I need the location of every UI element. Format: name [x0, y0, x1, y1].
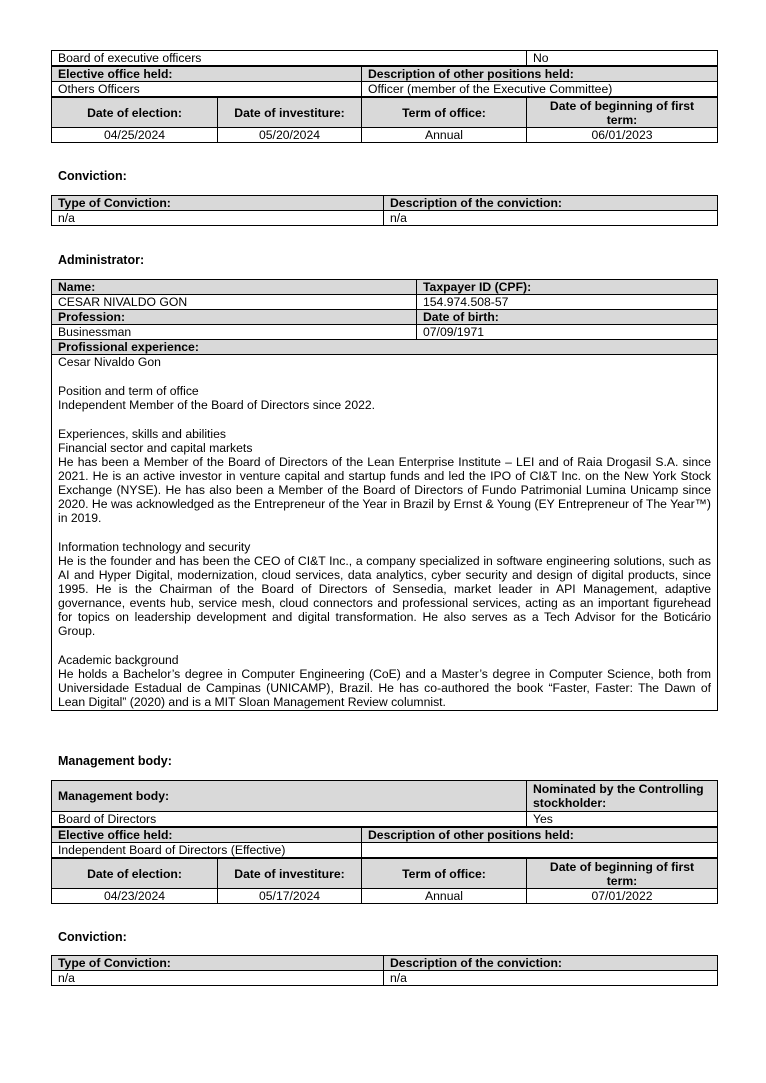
exp-skills-title: Experiences, skills and abilities: [58, 427, 226, 441]
exp-name: Cesar Nivaldo Gon: [58, 355, 161, 369]
conviction-table: [51, 195, 717, 226]
profession-value: Businessman: [52, 325, 417, 340]
other-positions-value: [362, 843, 718, 858]
date-first-term-value: 06/01/2023: [527, 128, 718, 143]
conviction-desc-label: Description of the conviction:: [384, 956, 718, 971]
exp-academic-text: He holds a Bachelor’s degree in Computer Engineering (CoE) and a Master’s degree in Computer Science, both from Universidade Estadual de Campinas (UNICAMP), Brazil. He has co-authored the book “Faster, Faster: The Dawn of Lean Digital” (2020) and is a MIT Sloan Management Review columnist.: [58, 667, 711, 709]
term-label: Term of office:: [362, 859, 527, 889]
nominated-label: Nominated by the Controlling stockholder:: [527, 781, 718, 812]
conviction-type-label: Type of Conviction:: [52, 956, 384, 971]
date-election-value: 04/23/2024: [52, 889, 218, 904]
term-value: Annual: [362, 128, 527, 143]
dob-value: 07/09/1971: [417, 325, 718, 340]
exp-fin-text: He has been a Member of the Board of Directors of the Lean Enterprise Institute – LEI and of Raia Drogasil S.A. since 2021. He is an active investor in venture capital and startup funds and led the IPO of CI&T Inc. on the New York Stock Exchange (NYSE). He has also been a Member of the Board of Directors of Fundo Patrimonial Lumina Unicamp since 2020. He was acknowledged as the Entrepreneur of the Year in Brazil by Ernst & Young (EY Entrepreneur of The Year™) in 2019.: [58, 455, 711, 525]
nominated-value: Yes: [527, 812, 718, 827]
experience-label: Profissional experience:: [52, 340, 718, 355]
exp-position-title: Position and term of office: [58, 384, 199, 398]
date-investiture-value: 05/20/2024: [218, 128, 362, 143]
administrator-table: [51, 279, 717, 711]
exp-it-text: He is the founder and has been the CEO of CI&T Inc., a company specialized in software engineering solutions, such as AI and Hyper Digital, modernization, cloud services, data analytics, cyber security and design of digital products, since 1995. He is the Chairman of the Board of Directors of Sensedia, market leader in API Management, adaptive governance, events hub, service mesh, cloud connectors and professional services, acting as an important figurehead for topics on leadership development and digital transformation. He also serves as a Tech Advisor for the Boticário Group.: [58, 554, 711, 638]
exp-fin-title: Financial sector and capital markets: [58, 441, 253, 455]
date-investiture-label: Date of investiture:: [218, 98, 362, 128]
exp-it-title: Information technology and security: [58, 540, 251, 554]
name-label: Name:: [52, 280, 417, 295]
conviction-heading: Conviction:: [58, 169, 127, 183]
date-investiture-value: 05/17/2024: [218, 889, 362, 904]
elective-office-value: Independent Board of Directors (Effective): [52, 843, 362, 858]
conviction-type-value: n/a: [52, 211, 384, 226]
conviction-heading: Conviction:: [58, 930, 127, 944]
other-positions-value: Officer (member of the Executive Committee): [362, 82, 718, 97]
management-heading: Management body:: [58, 754, 172, 768]
elective-office-label: Elective office held:: [52, 67, 362, 82]
dob-label: Date of birth:: [417, 310, 718, 325]
top-management-table: [51, 50, 717, 143]
date-first-term-label: Date of beginning of first term:: [527, 98, 718, 128]
conviction-desc-value: n/a: [384, 211, 718, 226]
conviction-type-value: n/a: [52, 971, 384, 986]
management-body-value: Board of Directors: [52, 812, 527, 827]
management-table: [51, 780, 717, 904]
management-body-value: Board of executive officers: [52, 51, 527, 66]
elective-office-value: Others Officers: [52, 82, 362, 97]
taxpayer-value: 154.974.508-57: [417, 295, 718, 310]
exp-academic-title: Academic background: [58, 653, 179, 667]
profession-label: Profession:: [52, 310, 417, 325]
conviction-table: [51, 955, 717, 986]
exp-position-text: Independent Member of the Board of Directors since 2022.: [58, 398, 376, 412]
other-positions-label: Description of other positions held:: [362, 828, 718, 843]
date-first-term-label: Date of beginning of first term:: [527, 859, 718, 889]
management-body-label: Management body:: [52, 781, 527, 812]
term-label: Term of office:: [362, 98, 527, 128]
term-value: Annual: [362, 889, 527, 904]
taxpayer-label: Taxpayer ID (CPF):: [417, 280, 718, 295]
experience-body: [52, 355, 718, 711]
date-first-term-value: 07/01/2022: [527, 889, 718, 904]
date-election-value: 04/25/2024: [52, 128, 218, 143]
date-election-label: Date of election:: [52, 859, 218, 889]
other-positions-label: Description of other positions held:: [362, 67, 718, 82]
date-election-label: Date of election:: [52, 98, 218, 128]
name-value: CESAR NIVALDO GON: [52, 295, 417, 310]
date-investiture-label: Date of investiture:: [218, 859, 362, 889]
conviction-type-label: Type of Conviction:: [52, 196, 384, 211]
conviction-desc-value: n/a: [384, 971, 718, 986]
conviction-desc-label: Description of the conviction:: [384, 196, 718, 211]
elective-office-label: Elective office held:: [52, 828, 362, 843]
administrator-heading: Administrator:: [58, 253, 145, 267]
nominated-value: No: [527, 51, 718, 66]
